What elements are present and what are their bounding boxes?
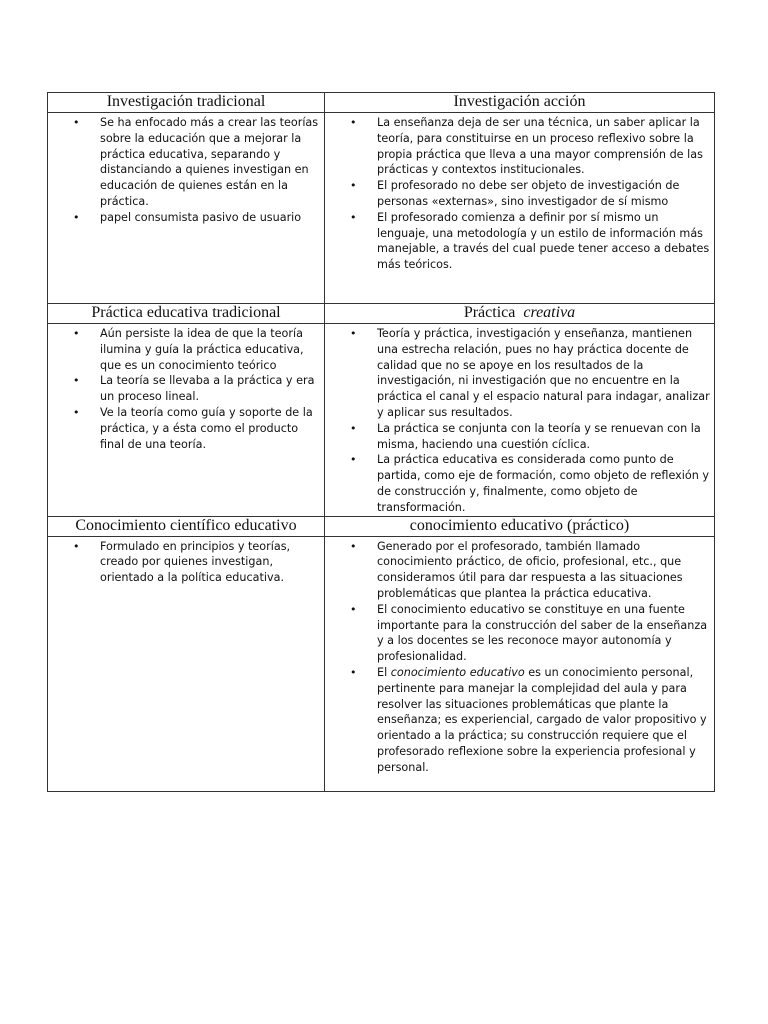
bullet-list (325, 537, 714, 776)
section-title-right: conocimiento educativo (práctico) (325, 516, 715, 536)
list-item: • La enseñanza deja de ser una técnica, un saber aplicar la teoría, para constituirse en un proceso reflexivo sobre la propia práctica que lleva a una mayor comprensión de las prácticas y contextos institucionales. (337, 115, 710, 178)
italic-text-segment: conocimiento educativo (390, 665, 525, 679)
bullet-list (325, 324, 714, 516)
section-title-left: Práctica educativa tradicional (48, 304, 325, 324)
list-item: • El profesorado comienza a definir por sí mismo un lenguaje, una metodología y un estilo de información más manejable, a través del cual puede tener acceso a debates más teóricos. (337, 210, 710, 273)
title-italic-text: creativa (523, 304, 576, 321)
section-title-right: Investigación acción (325, 93, 715, 113)
list-item: • La práctica se conjunta con la teoría y se renuevan con la misma, haciendo una cuestión cíclica. (337, 421, 710, 453)
section-header-row (48, 516, 715, 536)
list-item (337, 665, 710, 776)
content-cell-right (325, 536, 715, 791)
content-cell-right (325, 324, 715, 517)
section-title-right (325, 304, 715, 324)
bullet-list (48, 324, 324, 452)
list-item: • La teoría se llevaba a la práctica y era un proceso lineal. (60, 373, 320, 405)
section-content-row (48, 536, 715, 791)
section-title-left: Conocimiento científico educativo (48, 516, 325, 536)
list-item: • Aún persiste la idea de que la teoría ilumina y guía la práctica educativa, que es un conocimiento teórico (60, 326, 320, 373)
list-item: • papel consumista pasivo de usuario (60, 210, 320, 226)
bullet-list (48, 537, 324, 586)
list-item: • La práctica educativa es considerada como punto de partida, como eje de formación, como objeto de reflexión y de construcción y, finalmente, como objeto de transformación. (337, 452, 710, 515)
text-segment: es un conocimiento personal, pertinente para manejar la complejidad del aula y para resolver las situaciones problemáticas que plante la enseñanza; es experiencial, cargado de valor propositivo y orientado a la práctica; su construcción requiere que el profesorado reflexione sobre la experiencia profesional y personal. (377, 665, 707, 774)
section-content-row (48, 324, 715, 517)
section-content-row (48, 113, 715, 304)
bullet-list (325, 113, 714, 273)
content-cell-left (48, 113, 325, 304)
section-title-left: Investigación tradicional (48, 93, 325, 113)
title-text: Práctica (463, 304, 516, 321)
list-item: • El conocimiento educativo se constituye en una fuente importante para la construcción del saber de la enseñanza y a los docentes se les reconoce mayor autonomía y profesionalidad. (337, 602, 710, 665)
comparison-table (47, 92, 715, 792)
list-item: • Ve la teoría como guía y soporte de la práctica, y a ésta como el producto final de una teoría. (60, 405, 320, 452)
list-item: • El profesorado no debe ser objeto de investigación de personas «externas», sino investigador de sí mismo (337, 178, 710, 210)
content-cell-left (48, 324, 325, 517)
content-cell-right (325, 113, 715, 304)
content-cell-left (48, 536, 325, 791)
list-item: • Se ha enfocado más a crear las teorías sobre la educación que a mejorar la práctica educativa, separando y distanciando a quienes investigan en educación de quienes están en la práctica. (60, 115, 320, 210)
text-segment: El (377, 665, 391, 679)
section-header-row (48, 93, 715, 113)
list-item: • Teoría y práctica, investigación y enseñanza, mantienen una estrecha relación, pues no hay práctica docente de calidad que no se apoye en los resultados de la investigación, ni investigación que no encuentre en la práctica el canal y el espacio natural para indagar, analizar y aplicar sus resultados. (337, 326, 710, 421)
list-item: • Generado por el profesorado, también llamado conocimiento práctico, de oficio, profesional, etc., que consideramos útil para dar respuesta a las situaciones problemáticas que plantea la práctica educativa. (337, 539, 710, 602)
bullet-list (48, 113, 324, 226)
list-item: • Formulado en principios y teorías, creado por quienes investigan, orientado a la política educativa. (60, 539, 320, 586)
section-header-row (48, 304, 715, 324)
